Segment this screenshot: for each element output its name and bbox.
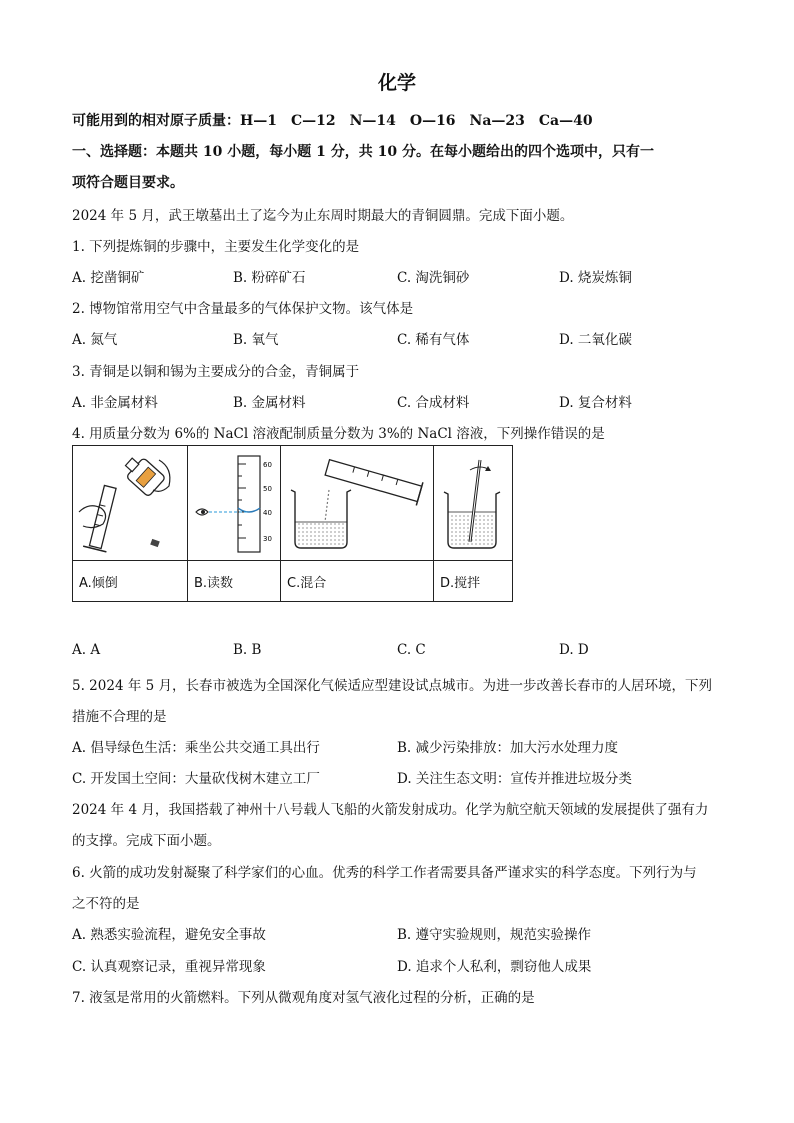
question-6-stem-line1: 6. 火箭的成功发射凝聚了科学家们的心血。优秀的科学工作者需要具备严谨求实的科学态度。下列行为与 [72,865,697,881]
q3-option-a[interactable]: A. 非金属材料 [72,395,158,411]
mixing-illustration [281,446,433,560]
q1-option-c[interactable]: C. 淘洗铜砂 [397,270,470,286]
figure-mixing [281,446,434,561]
figure-stirring [434,446,513,561]
question-7-stem: 7. 液氢是常用的火箭燃料。下列从微观角度对氢气液化过程的分析，正确的是 [72,990,535,1006]
q6-option-d[interactable]: D. 追求个人私利，剽窃他人成果 [397,959,592,975]
figure-label-b: B.读数 [188,561,281,602]
question-3-stem: 3. 青铜是以铜和锡为主要成分的合金，青铜属于 [72,364,360,380]
question-4-stem: 4. 用质量分数为 6%的 NaCl 溶液配制质量分数为 3%的 NaCl 溶液，下列操作错误的是 [72,426,605,442]
intro-paragraph-2-line1: 2024 年 4 月，我国搭载了神州十八号载人飞船的火箭发射成功。化学为航空航天领域的发展提供了强有力 [72,802,709,818]
q4-option-b[interactable]: B. B [233,642,262,658]
tick-40: 40 [263,509,272,517]
question-1-stem: 1. 下列提炼铜的步骤中，主要发生化学变化的是 [72,239,360,255]
q3-option-c[interactable]: C. 合成材料 [397,395,470,411]
q4-figure-table [72,445,513,602]
page-title: 化学 [377,72,416,94]
figure-pouring [73,446,188,561]
q6-option-c[interactable]: C. 认真观察记录，重视异常现象 [72,959,266,975]
q1-option-a[interactable]: A. 挖凿铜矿 [72,270,145,286]
tick-50: 50 [263,485,272,493]
figure-label-d: D.搅拌 [434,561,513,602]
q6-option-b[interactable]: B. 遵守实验规则，规范实验操作 [397,927,592,943]
q5-option-a[interactable]: A. 倡导绿色生活：乘坐公共交通工具出行 [72,740,320,756]
question-5-stem-line2: 措施不合理的是 [72,709,167,725]
q4-option-a[interactable]: A. A [72,642,101,658]
question-5-stem-line1: 5. 2024 年 5 月，长春市被选为全国深化气候适应型建设试点城市。为进一步改善长春市的人居环境，下列 [72,678,712,694]
q3-option-b[interactable]: B. 金属材料 [233,395,306,411]
q2-option-c[interactable]: C. 稀有气体 [397,332,470,348]
atomic-masses: 可能用到的相对原子质量：H—1 C—12 N—14 O—16 Na—23 Ca—40 [72,113,593,129]
pouring-illustration [73,446,187,560]
q4-option-d[interactable]: D. D [559,642,589,658]
tick-60: 60 [263,461,272,469]
q2-option-a[interactable]: A. 氮气 [72,332,118,348]
q4-option-c[interactable]: C. C [397,642,426,658]
tick-30: 30 [263,535,272,543]
q1-option-b[interactable]: B. 粉碎矿石 [233,270,306,286]
q2-option-d[interactable]: D. 二氧化碳 [559,332,632,348]
section-heading-line2: 项符合题目要求。 [72,175,184,191]
figure-label-c: C.混合 [281,561,434,602]
figure-reading [188,446,281,561]
question-2-stem: 2. 博物馆常用空气中含量最多的气体保护文物。该气体是 [72,301,414,317]
intro-paragraph-1: 2024 年 5 月，武王墩墓出土了迄今为止东周时期最大的青铜圆鼎。完成下面小题。 [72,208,574,224]
reading-illustration [188,446,280,560]
q5-option-c[interactable]: C. 开发国土空间：大量砍伐树木建立工厂 [72,771,320,787]
figure-label-a: A.倾倒 [73,561,188,602]
intro-paragraph-2-line2: 的支撑。完成下面小题。 [72,833,221,849]
q5-option-d[interactable]: D. 关注生态文明：宣传并推进垃圾分类 [397,771,632,787]
q5-option-b[interactable]: B. 减少污染排放：加大污水处理力度 [397,740,619,756]
q3-option-d[interactable]: D. 复合材料 [559,395,632,411]
question-6-stem-line2: 之不符的是 [72,896,140,912]
q6-option-a[interactable]: A. 熟悉实验流程，避免安全事故 [72,927,266,943]
section-heading-line1: 一、选择题：本题共 10 小题，每小题 1 分，共 10 分。在每小题给出的四个选项中，只有一 [72,144,654,160]
stirring-illustration [434,446,512,560]
q1-option-d[interactable]: D. 烧炭炼铜 [559,270,632,286]
q2-option-b[interactable]: B. 氧气 [233,332,279,348]
